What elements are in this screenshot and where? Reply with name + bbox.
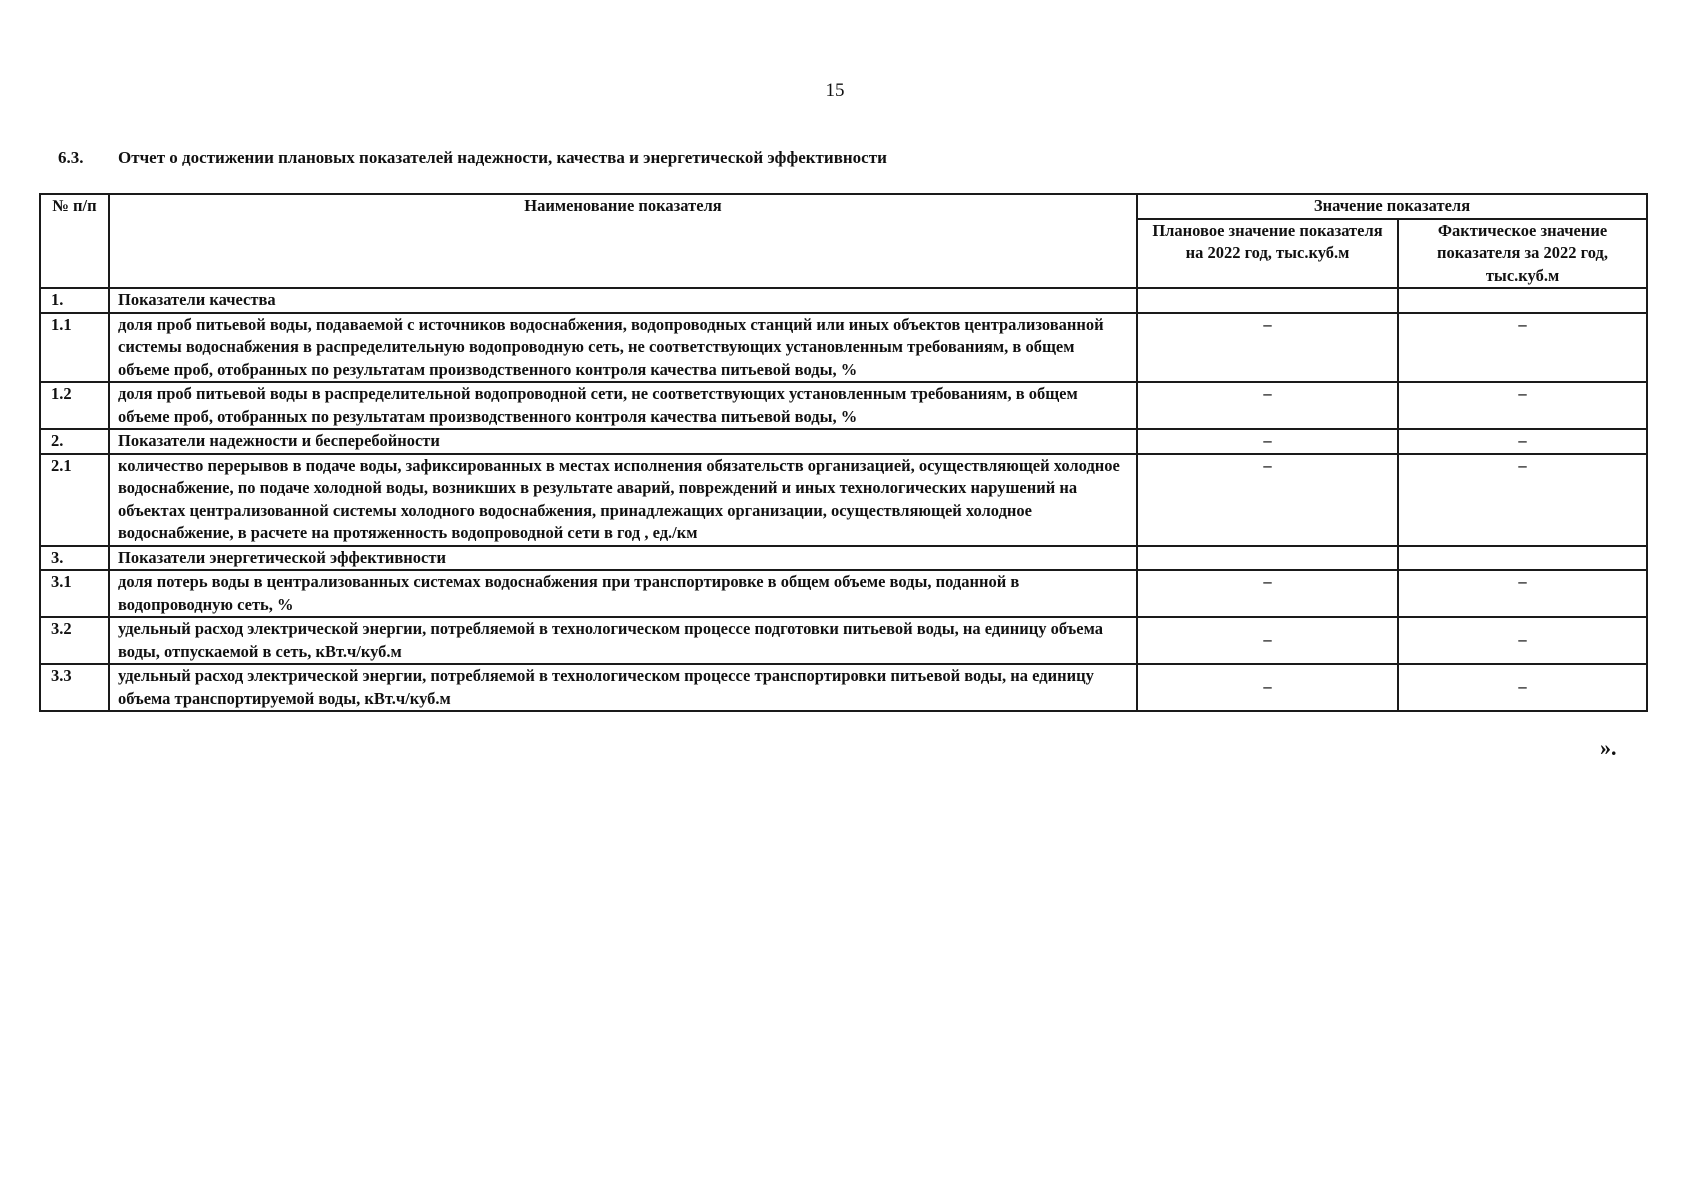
table-row	[40, 382, 1647, 429]
row-fact: –	[1398, 617, 1647, 664]
row-name: доля проб питьевой воды в распределительной водопроводной сети, не соответствующих установленным требованиям, в общем объеме проб, отобранных по результатам производственного контроля качества питьевой воды, %	[109, 382, 1137, 429]
row-name: Показатели надежности и бесперебойности	[109, 429, 1137, 454]
indicators-table	[39, 193, 1648, 712]
table-row	[40, 546, 1647, 571]
table-row	[40, 664, 1647, 711]
row-fact	[1398, 546, 1647, 571]
section-title: Отчет о достижении плановых показателей надежности, качества и энергетической эффективности	[118, 148, 887, 167]
header-name: Наименование показателя	[109, 194, 1137, 288]
section-number: 6.3.	[58, 148, 84, 167]
row-name: количество перерывов в подаче воды, зафиксированных в местах исполнения обязательств организацией, осуществляющей холодное водоснабжение, по подаче холодной воды, возникших в результате аварий, повреждений и иных технологических нарушений на объектах централизованной системы холодного водоснабжения, принадлежащих организации, осуществляющей холодное водоснабжение, в расчете на протяженность водопроводной сети в год , ед./км	[109, 454, 1137, 546]
header-fact: Фактическое значение показателя за 2022 год, тыс.куб.м	[1398, 219, 1647, 289]
table-row	[40, 570, 1647, 617]
row-name: Показатели энергетической эффективности	[109, 546, 1137, 571]
row-name: доля потерь воды в централизованных системах водоснабжения при транспортировке в общем объеме воды, поданной в водопроводную сеть, %	[109, 570, 1137, 617]
row-fact	[1398, 288, 1647, 313]
row-plan: –	[1137, 382, 1398, 429]
table-row	[40, 288, 1647, 313]
row-num: 3.2	[40, 617, 109, 664]
row-num: 3.3	[40, 664, 109, 711]
section-heading	[58, 148, 887, 168]
table-row	[40, 429, 1647, 454]
row-name: доля проб питьевой воды, подаваемой с источников водоснабжения, водопроводных станций или иных объектов централизованной системы водоснабжения в распределительную водопроводную сеть, не соответствующих установленным требованиям, в общем объеме проб, отобранных по результатам производственного контроля качества питьевой воды, %	[109, 313, 1137, 383]
row-fact: –	[1398, 313, 1647, 383]
row-plan	[1137, 546, 1398, 571]
row-num: 2.1	[40, 454, 109, 546]
row-num: 1.2	[40, 382, 109, 429]
row-num: 3.1	[40, 570, 109, 617]
row-plan: –	[1137, 429, 1398, 454]
row-name: удельный расход электрической энергии, потребляемой в технологическом процессе транспортировки питьевой воды, на единицу объема транспортируемой воды, кВт.ч/куб.м	[109, 664, 1137, 711]
row-name: Показатели качества	[109, 288, 1137, 313]
closing-quote-mark: ».	[1600, 735, 1617, 760]
page-number: 15	[825, 80, 845, 101]
row-plan: –	[1137, 454, 1398, 546]
row-fact: –	[1398, 570, 1647, 617]
row-plan: –	[1137, 664, 1398, 711]
row-plan: –	[1137, 313, 1398, 383]
row-fact: –	[1398, 664, 1647, 711]
table-row	[40, 313, 1647, 383]
row-plan: –	[1137, 570, 1398, 617]
header-num: № п/п	[40, 194, 109, 288]
row-num: 1.1	[40, 313, 109, 383]
row-num: 3.	[40, 546, 109, 571]
row-fact: –	[1398, 382, 1647, 429]
header-plan: Плановое значение показателя на 2022 год, тыс.куб.м	[1137, 219, 1398, 289]
table-row	[40, 617, 1647, 664]
row-num: 2.	[40, 429, 109, 454]
row-plan: –	[1137, 617, 1398, 664]
row-num: 1.	[40, 288, 109, 313]
row-fact: –	[1398, 454, 1647, 546]
row-name: удельный расход электрической энергии, потребляемой в технологическом процессе подготовки питьевой воды, на единицу объема воды, отпускаемой в сеть, кВт.ч/куб.м	[109, 617, 1137, 664]
table-row	[40, 454, 1647, 546]
row-plan	[1137, 288, 1398, 313]
header-value-group: Значение показателя	[1137, 194, 1647, 219]
row-fact: –	[1398, 429, 1647, 454]
